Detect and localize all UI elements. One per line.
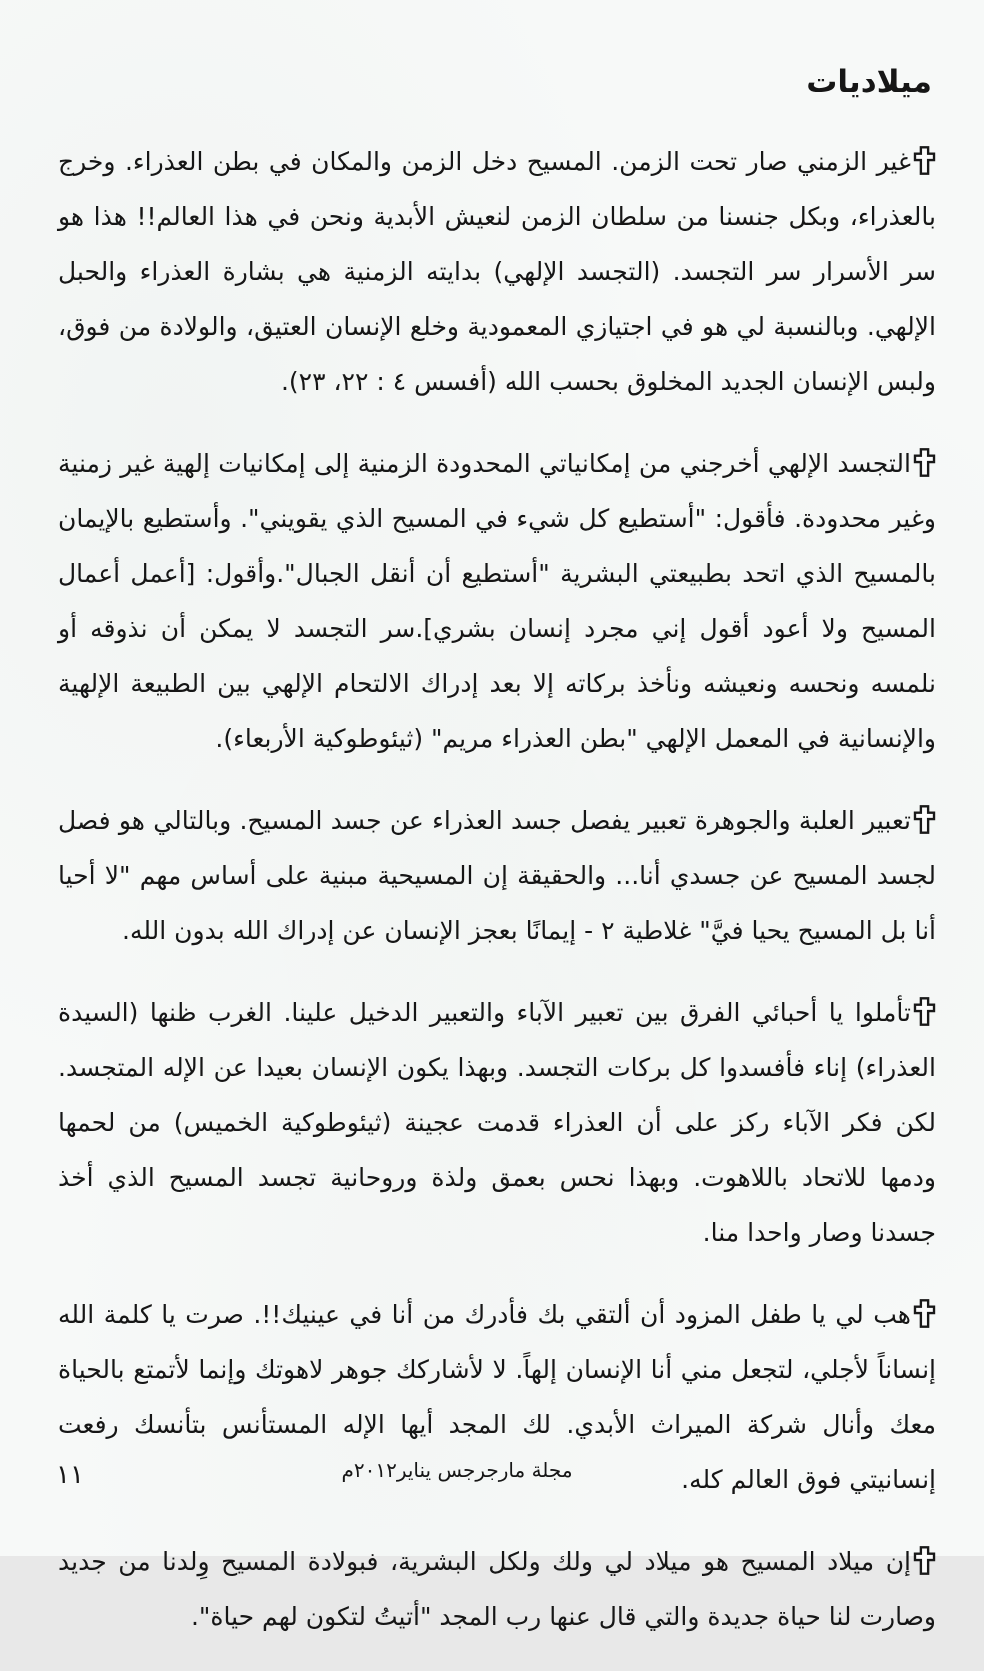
latin-cross-icon — [913, 805, 936, 834]
paragraph-text: هب لي يا طفل المزود أن ألتقي بك فأدرك من أنا في عينيك!!. صرت يا كلمة الله إنساناً لأجلي، لتجعل مني أنا الإنسان إلهاً. لا لأشاركك جوهر لاهوتك وإنما لأتمتع بالحياة معك وأنال شركة الميراث الأبدي. لك المجد أيها الإله المستأنس بتأنسك رفعت إنسانيتي فوق العالم كله. — [58, 1300, 936, 1494]
latin-cross-icon — [913, 1546, 936, 1575]
footer-journal-line: مجلة مارجرجس يناير٢٠١٢م — [341, 1458, 573, 1482]
paragraph — [58, 436, 936, 766]
paragraph-text: غير الزمني صار تحت الزمن. المسيح دخل الزمن والمكان في بطن العذراء. وخرج بالعذراء، وبكل جنسنا من سلطان الزمن لنعيش الأبدية ونحن في هذا العالم!! هذا هو سر الأسرار سر التجسد. (التجسد الإلهي) بدايته الزمنية هي بشارة العذراء والحبل الإلهي. وبالنسبة لي هو في اجتيازي المعمودية وخلع الإنسان العتيق، والولادة من فوق، ولبس الإنسان الجديد المخلوق بحسب الله (أفسس ٤ : ٢٢، ٢٣). — [58, 147, 936, 396]
paragraph — [58, 985, 936, 1260]
page-title: ميلاديات — [806, 64, 932, 100]
latin-cross-icon — [913, 1299, 936, 1328]
paragraph-text: تأملوا يا أحبائي الفرق بين تعبير الآباء والتعبير الدخيل علينا. الغرب ظنها (السيدة العذراء) إناء فأفسدوا كل بركات التجسد. وبهذا يكون الإنسان بعيدا عن الإله المتجسد. لكن فكر الآباء ركز على أن العذراء قدمت عجينة (ثيئوطوكية الخميس) من لحمها ودمها للاتحاد باللاهوت. وبهذا نحس بعمق ولذة وروحانية تجسد المسيح الذي أخذ جسدنا وصار واحدا منا. — [58, 998, 936, 1247]
latin-cross-icon — [913, 997, 936, 1026]
paragraph — [58, 793, 936, 958]
paragraph-text: إن ميلاد المسيح هو ميلاد لي ولك ولكل البشرية، فبولادة المسيح وِلدنا من جديد وصارت لنا حياة جديدة والتي قال عنها رب المجد "أتيتُ لتكون لهم حياة". — [58, 1547, 936, 1631]
page-number: ١١ — [56, 1460, 84, 1490]
latin-cross-icon — [913, 146, 936, 175]
latin-cross-icon — [913, 448, 936, 477]
paragraph — [58, 1534, 936, 1644]
paragraph-text: التجسد الإلهي أخرجني من إمكانياتي المحدودة الزمنية إلى إمكانيات إلهية غير زمنية وغير محدودة. فأقول: "أستطيع كل شيء في المسيح الذي يقويني". وأستطيع بالإيمان بالمسيح الذي اتحد بطبيعتي البشرية "أستطيع أن أنقل الجبال".وأقول: [أعمل أعمال المسيح ولا أعود أقول إني مجرد إنسان بشري].سر التجسد لا يمكن أن نذوقه أو نلمسه ونحسه ونعيشه ونأخذ بركاته إلا بعد إدراك الالتحام الإلهي بين الطبيعة الإلهية والإنسانية في المعمل الإلهي "بطن العذراء مريم" (ثيئوطوكية الأربعاء). — [58, 449, 936, 753]
page-content — [58, 64, 936, 1671]
paragraph — [58, 134, 936, 409]
paragraph-text: تعبير العلبة والجوهرة تعبير يفصل جسد العذراء عن جسد المسيح. وبالتالي هو فصل لجسد المسيح عن جسدي أنا... والحقيقة إن المسيحية مبنية على أساس مهم "لا أحيا أنا بل المسيح يحيا فيَّ" غلاطية ٢ - إيمانًا بعجز الإنسان عن إدراك الله بدون الله. — [58, 806, 936, 945]
